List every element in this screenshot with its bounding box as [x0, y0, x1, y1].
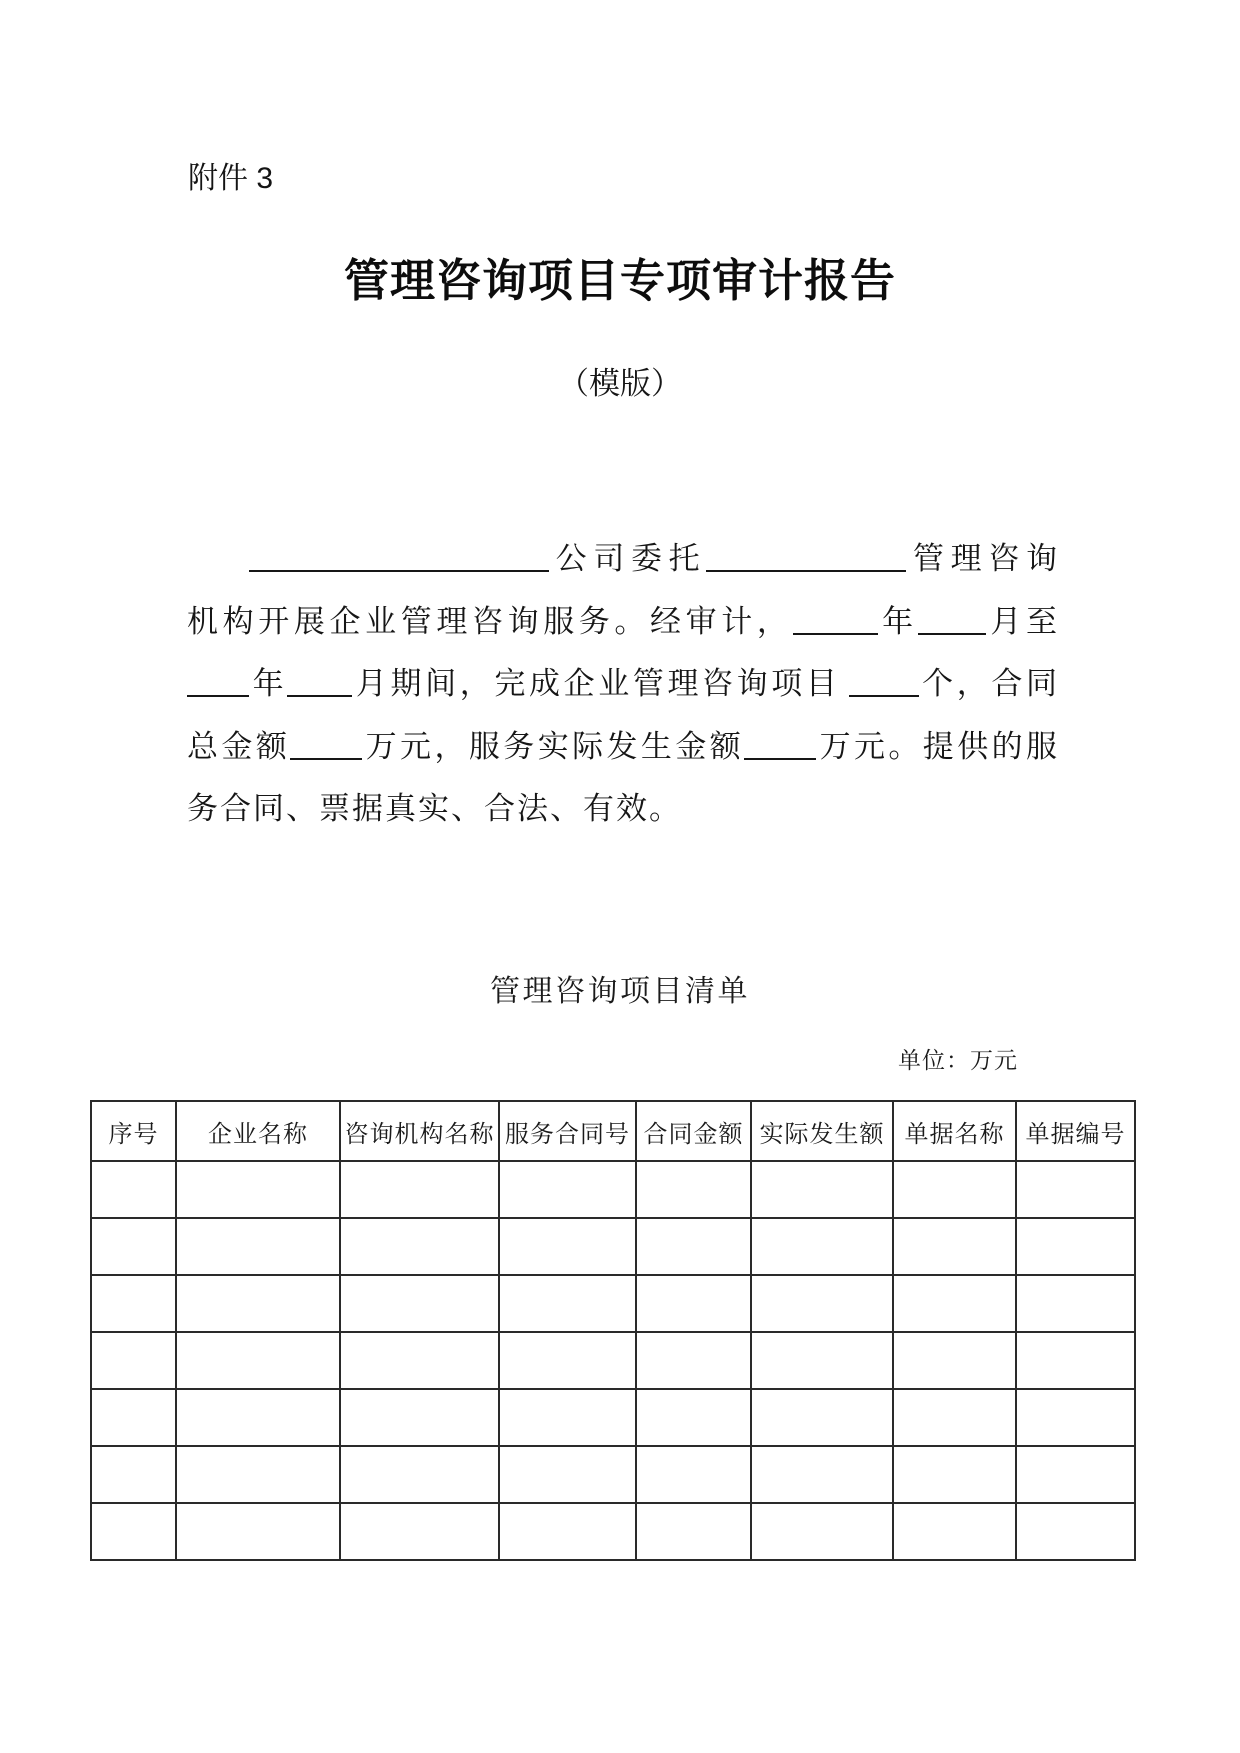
empty-cell — [893, 1446, 1016, 1503]
empty-cell — [1016, 1389, 1135, 1446]
empty-cell — [340, 1389, 499, 1446]
empty-cell — [1016, 1503, 1135, 1560]
paragraph-text: 万元。提供的服 — [816, 729, 1058, 764]
paragraph-text: 务合同、票据真实、合法、有效。 — [187, 791, 682, 826]
column-header-7: 单据名称 — [893, 1101, 1016, 1161]
empty-cell — [751, 1389, 893, 1446]
paragraph-text: 月至 — [985, 604, 1058, 639]
table-row — [91, 1161, 1135, 1218]
table-header-row — [91, 1101, 1135, 1161]
paragraph-text: 管理咨询 — [906, 541, 1058, 576]
empty-cell — [176, 1161, 340, 1218]
empty-cell — [91, 1446, 176, 1503]
empty-cell — [499, 1389, 636, 1446]
column-header-6: 实际发生额 — [751, 1101, 893, 1161]
paragraph-text: 万元，服务实际发生金额 — [362, 729, 745, 764]
empty-cell — [636, 1218, 751, 1275]
empty-cell — [751, 1332, 893, 1389]
empty-cell — [1016, 1446, 1135, 1503]
attachment-label: 附件 3 — [188, 162, 274, 195]
fill-blank-contract-amount — [290, 756, 362, 760]
empty-cell — [176, 1275, 340, 1332]
fill-blank-project-count — [849, 693, 919, 697]
empty-cell — [176, 1446, 340, 1503]
empty-cell — [893, 1161, 1016, 1218]
empty-cell — [499, 1503, 636, 1560]
empty-cell — [340, 1218, 499, 1275]
paragraph-line-3 — [187, 652, 1057, 715]
table-row — [91, 1446, 1135, 1503]
table-row — [91, 1275, 1135, 1332]
empty-cell — [91, 1389, 176, 1446]
table-row — [91, 1332, 1135, 1389]
empty-cell — [1016, 1275, 1135, 1332]
document-title: 管理咨询项目专项审计报告 — [343, 255, 896, 306]
empty-cell — [91, 1275, 176, 1332]
empty-cell — [636, 1275, 751, 1332]
empty-cell — [751, 1275, 893, 1332]
empty-cell — [636, 1161, 751, 1218]
empty-cell — [499, 1161, 636, 1218]
paragraph-text: 年 — [877, 604, 918, 639]
document-subtitle: （模版） — [558, 366, 682, 401]
paragraph-line-1 — [187, 527, 1057, 590]
fill-blank-consultant — [706, 568, 906, 572]
empty-cell — [176, 1332, 340, 1389]
paragraph-text: 年 — [249, 666, 288, 701]
unit-label: 单位：万元 — [898, 1048, 1018, 1073]
fill-blank-year-end — [187, 693, 249, 697]
empty-cell — [499, 1275, 636, 1332]
empty-cell — [893, 1275, 1016, 1332]
empty-cell — [893, 1389, 1016, 1446]
empty-cell — [636, 1389, 751, 1446]
paragraph-line-5 — [187, 777, 1057, 840]
empty-cell — [636, 1503, 751, 1560]
empty-cell — [751, 1446, 893, 1503]
empty-cell — [340, 1161, 499, 1218]
fill-blank-month-end — [287, 693, 352, 697]
table-row — [91, 1218, 1135, 1275]
fill-blank-year-start — [793, 631, 878, 635]
paragraph-line-4 — [187, 715, 1057, 778]
empty-cell — [499, 1332, 636, 1389]
empty-cell — [751, 1161, 893, 1218]
empty-cell — [340, 1332, 499, 1389]
column-header-3: 咨询机构名称 — [340, 1101, 499, 1161]
empty-cell — [176, 1218, 340, 1275]
table-body — [91, 1161, 1135, 1560]
empty-cell — [751, 1503, 893, 1560]
empty-cell — [1016, 1218, 1135, 1275]
empty-cell — [91, 1218, 176, 1275]
empty-cell — [893, 1218, 1016, 1275]
fill-blank-actual-amount — [744, 756, 816, 760]
column-header-8: 单据编号 — [1016, 1101, 1135, 1161]
column-header-4: 服务合同号 — [499, 1101, 636, 1161]
table-header — [91, 1101, 1135, 1161]
paragraph-text: 机构开展企业管理咨询服务。经审计， — [187, 604, 793, 639]
table-row — [91, 1389, 1135, 1446]
paragraph-text: 总金额 — [187, 729, 291, 764]
paragraph-line-2 — [187, 590, 1057, 653]
empty-cell — [340, 1503, 499, 1560]
fill-blank-company — [249, 568, 549, 572]
column-header-5: 合同金额 — [636, 1101, 751, 1161]
empty-cell — [636, 1446, 751, 1503]
empty-cell — [91, 1503, 176, 1560]
empty-cell — [91, 1332, 176, 1389]
empty-cell — [636, 1332, 751, 1389]
empty-cell — [1016, 1332, 1135, 1389]
paragraph-text: 公司委托 — [549, 541, 707, 576]
empty-cell — [176, 1503, 340, 1560]
column-header-2: 企业名称 — [176, 1101, 340, 1161]
fill-blank-month-start — [918, 631, 986, 635]
empty-cell — [91, 1161, 176, 1218]
paragraph-text: 个，合同 — [918, 666, 1058, 701]
empty-cell — [893, 1503, 1016, 1560]
empty-cell — [340, 1275, 499, 1332]
empty-cell — [893, 1332, 1016, 1389]
project-list-title: 管理咨询项目清单 — [490, 975, 750, 1008]
project-table — [90, 1100, 1136, 1561]
empty-cell — [176, 1389, 340, 1446]
empty-cell — [340, 1446, 499, 1503]
empty-cell — [499, 1446, 636, 1503]
empty-cell — [499, 1218, 636, 1275]
empty-cell — [1016, 1161, 1135, 1218]
paragraph-text: 月期间，完成企业管理咨询项目 — [352, 666, 841, 701]
column-header-1: 序号 — [91, 1101, 176, 1161]
table-row — [91, 1503, 1135, 1560]
empty-cell — [751, 1218, 893, 1275]
